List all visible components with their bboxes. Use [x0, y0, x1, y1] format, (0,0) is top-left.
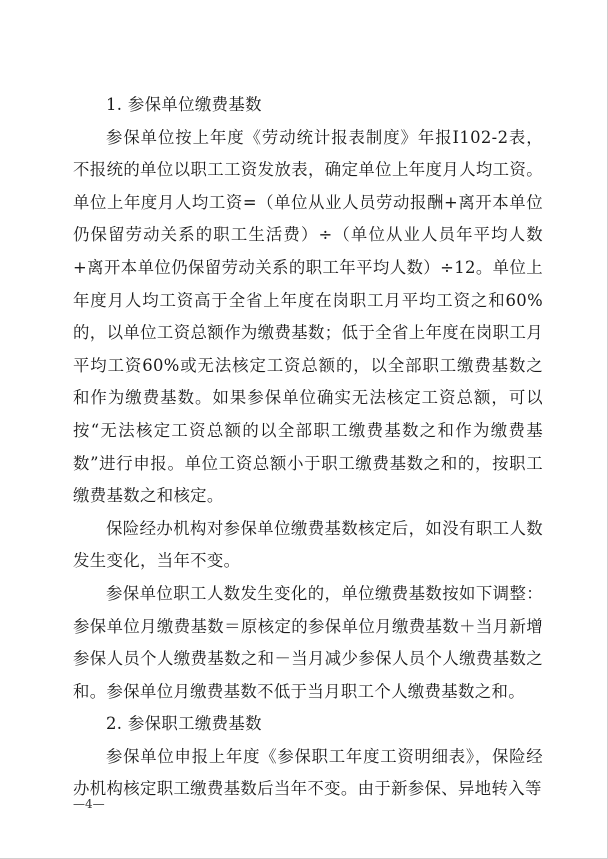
document-body	[73, 89, 543, 806]
section-2-paragraph-1: 参保单位申报上年度《参保职工年度工资明细表》，保险经办机构核定职工缴费基数后当年不变。由于新参保、异地转入等	[73, 746, 543, 799]
section-1-paragraph-2: 保险经办机构对参保单位缴费基数核定后，如没有职工人数发生变化，当年不变。	[73, 518, 543, 571]
page-number: —4—	[73, 797, 105, 811]
section-2-heading: 2. 参保职工缴费基数	[106, 714, 262, 734]
section-1-paragraph-3: 参保单位职工人数发生变化的，单位缴费基数按如下调整：参保单位月缴费基数＝原核定的参保单位月缴费基数＋当月新增参保人员个人缴费基数之和－当月减少参保人员个人缴费基数之和。参保单位月缴费基数不低于当月职工个人缴费基数之和。	[73, 583, 543, 701]
section-1-heading: 1. 参保单位缴费基数	[106, 95, 262, 114]
section-1-paragraph-1: 参保单位按上年度《劳动统计报表制度》年报I102-2表，不报统的单位以职工工资发放表，确定单位上年度月人均工资。单位上年度月人均工资=（单位从业人员劳动报酬+离开本单位仍保留劳动关系的职工生活费）÷（单位从业人员年平均人数+离开本单位仍保留劳动关系的职工年平均人数）÷12。单位上年度月人均工资高于全省上年度在岗职工月平均工资之和60%的，以单位工资总额作为缴费基数；低于全省上年度在岗职工月平均工资60%或无法核定工资总额的，以全部职工缴费基数之和作为缴费基数。如果参保单位确实无法核定工资总额，可以按“无法核定工资总额的以全部职工缴费基数之和作为缴费基数”进行申报。单位工资总额小于职工缴费基数之和的，按职工缴费基数之和核定。	[73, 127, 543, 506]
